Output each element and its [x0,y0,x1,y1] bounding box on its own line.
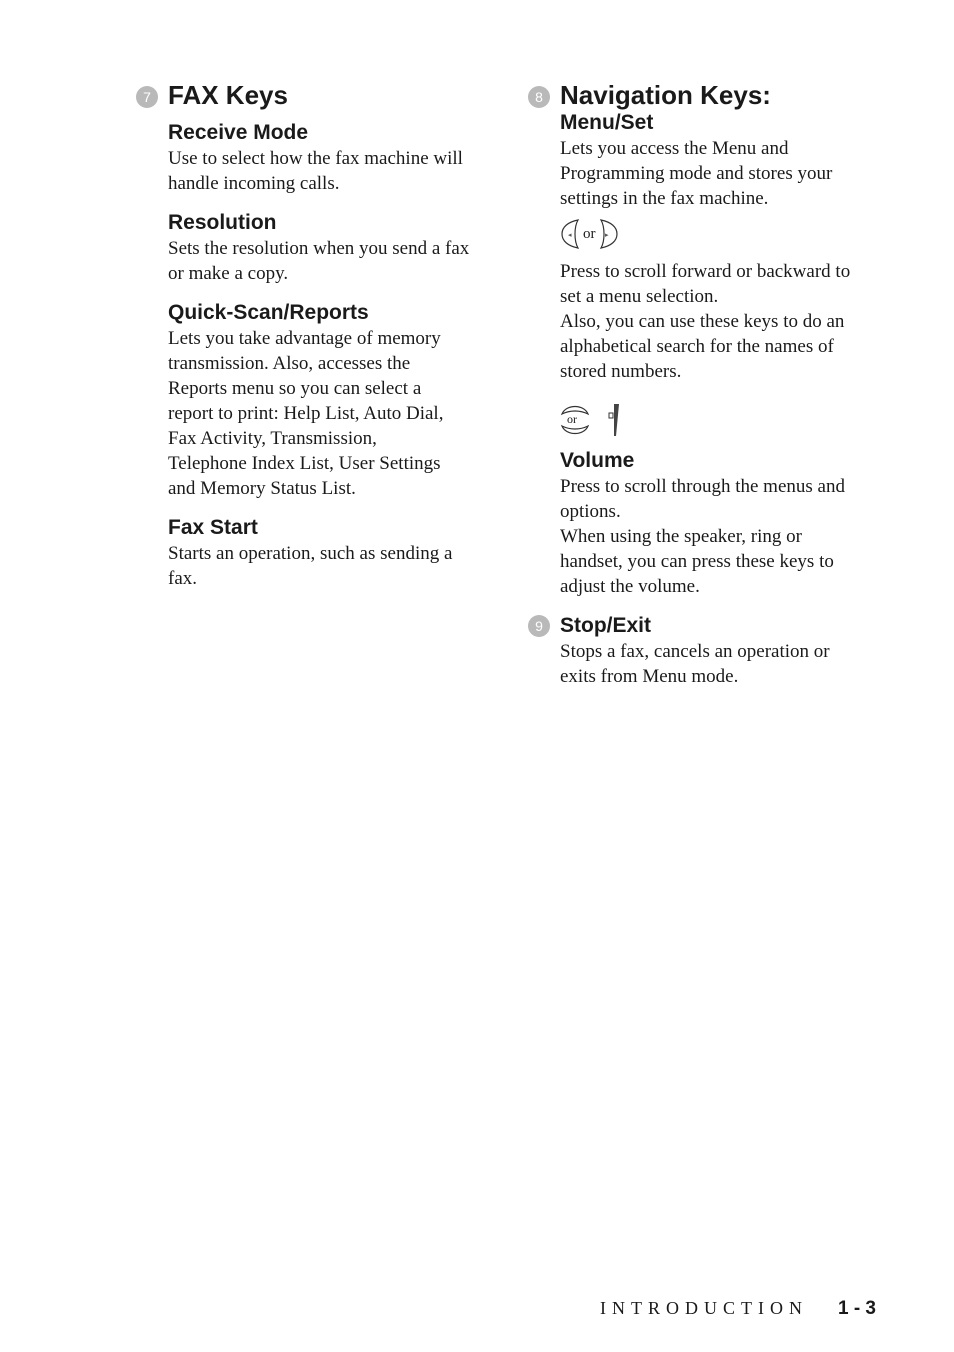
quick-scan-reports-heading: Quick-Scan/Reports [168,301,369,324]
up-down-keys-illustration [560,398,878,442]
fax-keys-column [136,80,486,591]
callout-badge-9: 9 [528,615,550,637]
up-down-arrow-keys-icon [560,398,590,442]
volume-entry [560,448,878,599]
page-footer [600,1298,876,1320]
callout-badge-7: 7 [136,86,158,108]
right-arrow-key-icon [599,219,619,249]
svg-text:◂: ◂ [568,231,572,239]
volume-speaker-icon [600,400,624,440]
navigation-keys-column [528,80,878,689]
quick-scan-reports-text: Lets you take advantage of memory transmission. Also, accesses the Reports menu so you can select a report to print: Help List, Auto Dial, Fax Activity, Transmission, Telephone Index List, User Settings and Memory Status List. [168,328,444,499]
stop-exit-text: Stops a fax, cancels an operation or exits from Menu mode. [560,641,830,687]
page-number: 1 - 3 [837,1298,876,1319]
navigation-keys-title: Navigation Keys: [560,80,771,110]
receive-mode-entry [168,120,486,196]
fax-start-entry [168,515,486,591]
menu-set-heading: Menu/Set [560,111,654,134]
menu-set-text: Lets you access the Menu and Programming mode and stores your settings in the fax machine. [560,138,833,209]
resolution-entry [168,210,486,286]
resolution-heading: Resolution [168,211,277,234]
fax-start-heading: Fax Start [168,516,258,539]
left-arrow-key-icon [560,219,580,249]
receive-mode-heading: Receive Mode [168,121,309,144]
resolution-text: Sets the resolution when you send a fax or make a copy. [168,238,470,284]
fax-start-text: Starts an operation, such as sending a fax. [168,543,453,589]
left-right-keys-illustration [560,219,878,249]
callout-badge-8: 8 [528,86,550,108]
stop-exit-entry [528,613,878,689]
svg-text:▸: ▸ [604,231,609,239]
footer-section-title: INTRODUCTION [599,1298,808,1318]
menu-set-entry [560,110,878,442]
scroll-keys-text: Press to scroll forward or backward to set a menu selection. Also, you can use these keys to do an alphabetical search for the names of stored numbers. [560,261,851,382]
quick-scan-reports-entry [168,300,486,501]
fax-keys-title: FAX Keys [168,80,288,110]
receive-mode-text: Use to select how the fax machine will handle incoming calls. [168,148,463,194]
volume-heading: Volume [560,449,635,472]
fax-keys-header [136,80,486,110]
volume-text: Press to scroll through the menus and options. When using the speaker, ring or handset, you can press these keys to adjust the volume. [560,476,845,597]
or-label: or [583,225,596,242]
stop-exit-heading: Stop/Exit [560,614,652,637]
navigation-keys-header [528,80,878,110]
svg-text:or: or [567,412,577,426]
